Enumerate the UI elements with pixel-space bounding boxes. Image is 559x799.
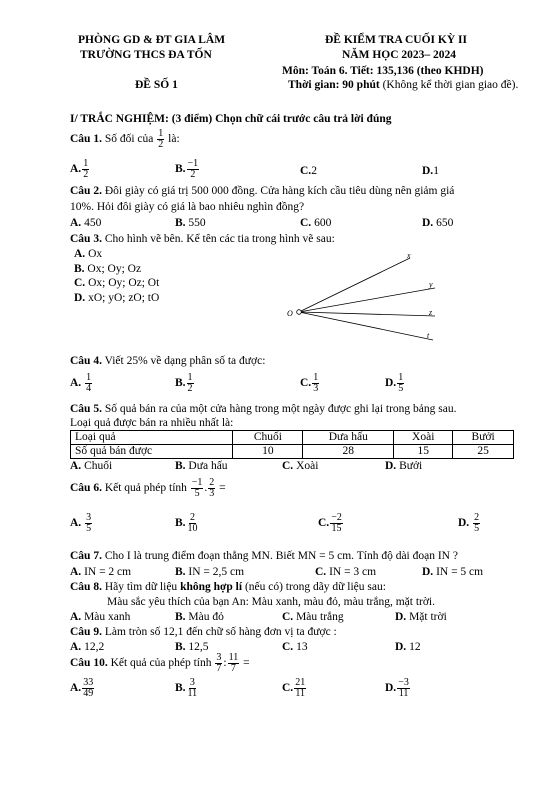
q9-a-value: 12,2	[81, 641, 105, 653]
q4-stem	[70, 355, 265, 367]
q9-option-c[interactable]	[282, 641, 308, 653]
q10-d-num: −3	[398, 677, 409, 688]
q2-a-value: 450	[81, 217, 102, 229]
q9-option-b[interactable]	[175, 641, 209, 653]
time-bold: Thời gian: 90 phút	[288, 79, 380, 91]
q9-c-letter: C.	[282, 641, 294, 653]
q3-option-c[interactable]	[74, 277, 159, 289]
q8-bold: không hợp lí	[180, 581, 243, 593]
q8-c-letter: C.	[282, 611, 294, 623]
q8-option-c[interactable]	[282, 611, 344, 623]
q8-b-letter: B.	[175, 611, 186, 623]
exam-title: ĐỀ KIỂM TRA CUỐI KỲ II	[325, 34, 467, 46]
q7-d-letter: D.	[422, 566, 434, 578]
school-year: NĂM HỌC 2023– 2024	[342, 49, 457, 61]
school-department: PHÒNG GD & ĐT GIA LÂM	[78, 34, 226, 46]
q10-frac-2	[228, 653, 240, 674]
q10-d-frac	[397, 678, 410, 699]
q6-dot: .	[204, 482, 208, 495]
q2-c-letter: C.	[300, 217, 312, 229]
q2-stem-line1	[70, 185, 454, 197]
q5-text: Số quả bán ra của một cửa hàng trong một ngày được ghi lại trong bảng sau.	[101, 403, 457, 415]
q8-label: Câu 8.	[70, 581, 102, 593]
q1-stem	[70, 129, 180, 150]
q5-option-a[interactable]	[70, 460, 112, 472]
q9-b-value: 12,5	[185, 641, 209, 653]
q5-stem-line2: Loại quả được bán ra nhiều nhất là:	[70, 417, 234, 429]
q3-b-letter: B.	[74, 263, 85, 275]
q1-option-c[interactable]	[300, 165, 317, 177]
q1-text-before: Số đối của	[101, 133, 157, 146]
table-header-cell: Dưa hấu	[303, 431, 394, 445]
q10-e2-num: 11	[228, 652, 239, 663]
sales-table	[70, 430, 514, 459]
table-row	[71, 445, 514, 459]
q7-a-letter: A.	[70, 566, 82, 578]
q10-a-frac	[82, 678, 94, 699]
q4-c-letter: C.	[300, 377, 312, 390]
q2-b-value: 550	[185, 217, 206, 229]
table-header-cell: Xoài	[394, 431, 453, 445]
q2-text: Đôi giày có giá trị 500 000 đồng. Cửa hàng kích cầu tiêu dùng nên giảm giá	[101, 185, 455, 197]
q10-option-d[interactable]	[385, 678, 411, 699]
q10-b-num: 3	[189, 677, 195, 688]
q4-a-frac	[85, 373, 92, 394]
q2-c-value: 600	[311, 217, 332, 229]
q3-text: Cho hình vẽ bên. Kể tên các tia trong hình vẽ sau:	[101, 233, 335, 245]
q2-a-letter: A.	[70, 217, 82, 229]
q6-frac-2	[208, 478, 215, 499]
q10-e1-num: 3	[216, 652, 222, 663]
q3-stem	[70, 233, 335, 245]
q4-c-den: 3	[313, 383, 319, 394]
q7-b-letter: B.	[175, 566, 186, 578]
q3-d-value: xO; yO; zO; tO	[85, 292, 160, 304]
q10-label: Câu 10.	[70, 657, 108, 670]
q5-b-value: Dưa hấu	[185, 460, 228, 472]
q7-option-a[interactable]	[70, 566, 131, 578]
q3-option-d[interactable]	[74, 292, 159, 304]
q1-frac-num: 1	[158, 128, 164, 139]
q4-b-letter: B.	[175, 377, 186, 390]
q9-option-d[interactable]	[395, 641, 421, 653]
label-x: x	[407, 251, 411, 260]
q4-label: Câu 4.	[70, 355, 102, 367]
subject-line: Môn: Toán 6. Tiết: 135,136 (theo KHDH)	[282, 65, 484, 77]
q9-stem	[70, 626, 337, 638]
q10-c-den: 11	[295, 688, 305, 699]
q7-option-b[interactable]	[175, 566, 244, 578]
q5-option-c[interactable]	[282, 460, 318, 472]
q4-a-letter: A.	[70, 377, 82, 390]
q1-option-d[interactable]	[422, 165, 439, 177]
point-o	[297, 310, 302, 315]
q6-d-num: 2	[474, 512, 480, 523]
q10-colon: :	[223, 657, 227, 670]
table-cell: 10	[233, 445, 303, 459]
q10-option-a[interactable]	[70, 678, 95, 699]
q10-option-c[interactable]	[282, 678, 307, 699]
q1-d-value: 1	[433, 165, 439, 177]
q9-b-letter: B.	[175, 641, 186, 653]
school-name: TRƯỜNG THCS ĐA TỐN	[80, 49, 212, 61]
q10-a-num: 33	[83, 677, 94, 688]
q6-b-num: 2	[190, 512, 196, 523]
q5-a-value: Chuối	[81, 460, 113, 472]
q6-e2-num: 2	[209, 477, 215, 488]
ray-ot	[299, 312, 433, 340]
q6-b-den: 10	[187, 523, 198, 534]
q9-d-value: 12	[406, 641, 421, 653]
table-header-cell: Chuối	[233, 431, 303, 445]
q9-label: Câu 9.	[70, 626, 102, 638]
label-z: z	[429, 308, 433, 317]
q7-stem	[70, 550, 458, 562]
q5-option-d[interactable]	[385, 460, 422, 472]
q4-d-frac	[397, 373, 404, 394]
q1-frac-den: 2	[158, 139, 164, 150]
q5-c-letter: C.	[282, 460, 294, 472]
q8-d-value: Mặt trời	[406, 611, 447, 623]
q7-option-d[interactable]	[422, 566, 483, 578]
q6-c-letter: C.	[318, 517, 330, 530]
ray-ox	[299, 258, 410, 312]
ray-oy	[299, 288, 435, 312]
q7-text: Cho I là trung điểm đoạn thẳng MN. Biết MN = 5 cm. Tính độ dài đoạn IN ?	[101, 550, 458, 562]
q4-b-frac	[187, 373, 194, 394]
table-cell: 25	[453, 445, 514, 459]
time-rest: (Không kể thời gian giao đề).	[379, 79, 519, 91]
q6-e2-den: 3	[209, 488, 215, 499]
q1-b-den: 2	[190, 169, 196, 180]
exam-code: ĐỀ SỐ 1	[135, 79, 178, 91]
q4-d-letter: D.	[385, 377, 397, 390]
q4-a-num: 1	[86, 372, 92, 383]
q6-b-letter: B.	[175, 517, 186, 530]
q4-c-frac	[312, 373, 319, 394]
q9-c-value: 13	[293, 641, 308, 653]
q8-option-b[interactable]	[175, 611, 224, 623]
q6-b-frac	[187, 513, 199, 534]
q8-data-line: Màu sắc yêu thích của bạn An: Màu xanh, màu đỏ, màu trắng, mặt trời.	[107, 596, 435, 608]
q8-option-d[interactable]	[395, 611, 447, 623]
q4-b-den: 2	[187, 383, 193, 394]
q1-d-letter: D.	[422, 165, 434, 177]
q3-option-a[interactable]	[74, 248, 102, 260]
q4-option-c[interactable]	[300, 373, 320, 394]
q10-a-den: 49	[83, 688, 94, 699]
rays-figure	[285, 248, 450, 348]
q6-a-den: 5	[86, 523, 92, 534]
q8-option-a[interactable]	[70, 611, 130, 623]
q10-e1-den: 7	[216, 663, 222, 674]
q8-text-before: Hãy tìm dữ liệu	[101, 581, 181, 593]
q4-option-a[interactable]	[70, 373, 93, 394]
q4-option-b[interactable]	[175, 373, 195, 394]
q4-d-den: 5	[398, 383, 404, 394]
q8-d-letter: D.	[395, 611, 407, 623]
q1-text-after: là:	[165, 133, 180, 146]
q7-d-value: IN = 5 cm	[433, 566, 484, 578]
q10-c-num: 21	[295, 677, 306, 688]
q6-a-frac	[85, 513, 92, 534]
q10-b-frac	[187, 678, 199, 699]
q10-b-letter: B.	[175, 682, 186, 695]
q8-text-after: (nếu có) trong dãy dữ liệu sau:	[242, 581, 386, 593]
q6-e1-num: −1	[191, 477, 203, 488]
q10-b-den: 11	[187, 688, 198, 699]
q1-option-b[interactable]	[175, 159, 200, 180]
q8-a-letter: A.	[70, 611, 82, 623]
q4-d-num: 1	[398, 372, 404, 383]
q10-option-b[interactable]	[175, 678, 199, 699]
table-header-cell: Bưởi	[453, 431, 514, 445]
q1-label: Câu 1.	[70, 133, 102, 146]
q2-d-letter: D.	[422, 217, 434, 229]
q10-d-letter: D.	[385, 682, 397, 695]
q6-option-c[interactable]	[318, 513, 344, 534]
q3-option-b[interactable]	[74, 263, 141, 275]
q5-label: Câu 5.	[70, 403, 102, 415]
table-row-label: Số quả bán được	[71, 445, 233, 459]
q7-c-value: IN = 3 cm	[326, 566, 377, 578]
q1-a-den: 2	[83, 169, 89, 180]
q9-option-a[interactable]	[70, 641, 104, 653]
table-cell: 28	[303, 445, 394, 459]
label-y: y	[429, 280, 433, 289]
q2-d-value: 650	[433, 217, 454, 229]
q6-d-letter: D.	[458, 517, 470, 530]
q4-option-d[interactable]	[385, 373, 405, 394]
time-line	[288, 79, 518, 91]
q3-d-letter: D.	[74, 292, 86, 304]
q3-a-letter: A.	[74, 248, 86, 260]
q6-label: Câu 6.	[70, 482, 102, 495]
q6-c-frac	[330, 513, 343, 534]
q6-d-frac	[473, 513, 480, 534]
q2-option-c[interactable]	[300, 217, 331, 229]
q10-a-letter: A.	[70, 682, 82, 695]
q10-frac-1	[215, 653, 222, 674]
q6-text: Kết quả phép tính	[101, 482, 190, 495]
q5-b-letter: B.	[175, 460, 186, 472]
q3-c-value: Ox; Oy; Oz; Ot	[85, 277, 160, 289]
q1-b-frac	[187, 159, 200, 180]
q3-b-value: Ox; Oy; Oz	[84, 263, 142, 275]
q1-a-frac	[82, 159, 89, 180]
q10-c-frac	[294, 678, 306, 699]
q10-e2-den: 7	[230, 663, 236, 674]
q4-c-num: 1	[313, 372, 319, 383]
q9-text: Làm tròn số 12,1 đến chữ số hàng đơn vị ta được :	[101, 626, 337, 638]
q6-option-a[interactable]	[70, 513, 93, 534]
q8-a-value: Màu xanh	[81, 611, 131, 623]
q5-d-value: Bưởi	[396, 460, 423, 472]
q6-eq: =	[216, 482, 226, 495]
q6-a-num: 3	[86, 512, 92, 523]
q7-c-letter: C.	[315, 566, 327, 578]
q8-stem	[70, 581, 386, 593]
q1-option-a[interactable]	[70, 159, 90, 180]
q6-c-num: −2	[331, 512, 342, 523]
q10-text: Kết quả của phép tính	[107, 657, 215, 670]
q9-d-letter: D.	[395, 641, 407, 653]
q8-c-value: Màu trắng	[293, 611, 344, 623]
q6-stem	[70, 478, 226, 499]
label-t: t	[427, 331, 430, 340]
q6-e1-den: 5	[194, 488, 200, 499]
q2-b-letter: B.	[175, 217, 186, 229]
q3-label: Câu 3.	[70, 233, 102, 245]
q7-a-value: IN = 2 cm	[81, 566, 132, 578]
table-row-header	[71, 431, 514, 445]
q6-option-b[interactable]	[175, 513, 200, 534]
q4-b-num: 1	[187, 372, 193, 383]
q9-a-letter: A.	[70, 641, 82, 653]
q1-b-letter: B.	[175, 163, 186, 176]
q6-option-d[interactable]	[458, 513, 481, 534]
q1-a-num: 1	[83, 158, 89, 169]
q10-stem	[70, 653, 250, 674]
q2-option-d[interactable]	[422, 217, 453, 229]
q7-b-value: IN = 2,5 cm	[185, 566, 245, 578]
q5-d-letter: D.	[385, 460, 397, 472]
q5-stem-line1	[70, 403, 456, 415]
q3-c-letter: C.	[74, 277, 86, 289]
q2-label: Câu 2.	[70, 185, 102, 197]
q6-frac-1	[191, 478, 204, 499]
q1-c-value: 2	[311, 165, 317, 177]
q8-b-value: Màu đỏ	[185, 611, 224, 623]
q1-c-letter: C.	[300, 165, 312, 177]
q4-a-den: 4	[86, 383, 92, 394]
q6-d-den: 5	[474, 523, 480, 534]
q1-fraction	[157, 129, 164, 150]
q4-text: Viết 25% về dạng phân số ta được:	[101, 355, 266, 367]
q10-eq: =	[240, 657, 250, 670]
q1-a-letter: A.	[70, 163, 82, 176]
q5-option-b[interactable]	[175, 460, 228, 472]
q6-c-den: 15	[331, 523, 342, 534]
q6-a-letter: A.	[70, 517, 82, 530]
q2-option-b[interactable]	[175, 217, 206, 229]
q10-d-den: 11	[398, 688, 409, 699]
q2-stem-line2: 10%. Hỏi đôi giày có giá là bao nhiêu nghìn đồng?	[70, 201, 305, 213]
ray-oz	[299, 312, 435, 316]
table-header-cell: Loại quả	[71, 431, 233, 445]
table-cell: 15	[394, 445, 453, 459]
q5-c-value: Xoài	[293, 460, 319, 472]
section-title: I/ TRẮC NGHIỆM: (3 điểm) Chọn chữ cái trước câu trả lời đúng	[70, 113, 392, 125]
q2-option-a[interactable]	[70, 217, 101, 229]
q7-option-c[interactable]	[315, 566, 376, 578]
q5-a-letter: A.	[70, 460, 82, 472]
q3-a-value: Ox	[85, 248, 103, 260]
q1-b-num: −1	[187, 158, 199, 169]
label-o: O	[287, 309, 293, 318]
q10-c-letter: C.	[282, 682, 294, 695]
q7-label: Câu 7.	[70, 550, 102, 562]
